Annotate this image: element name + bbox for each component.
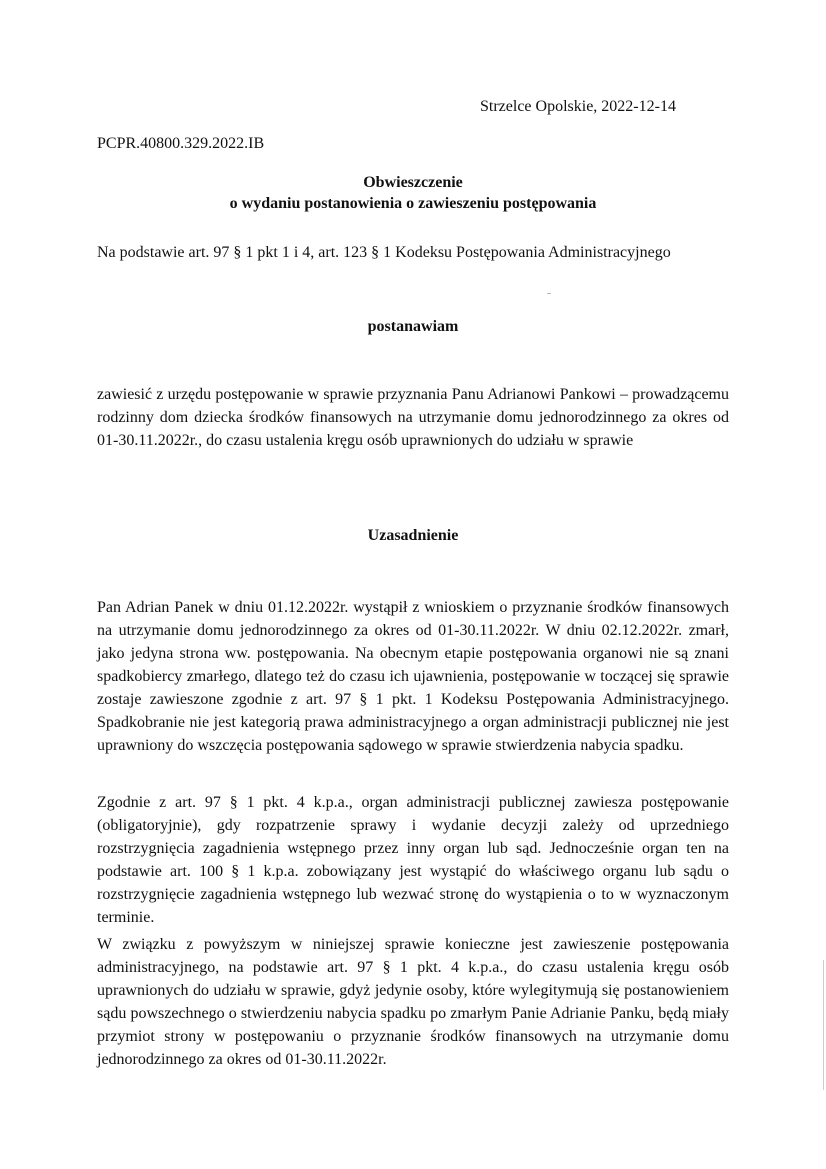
place-and-date: Strzelce Opolskie, 2022-12-14 [480, 98, 676, 115]
decision-text: zawiesić z urzędu postępowanie w sprawie przyznania Panu Adrianowi Pankowi – prowadzącemu rodzinny dom dziecka środków finansowych na utrzymanie domu jednorodzinnego za okres od 01-30.11.2022r., do czasu ustalenia kręgu osób uprawnionych do udziału w sprawie [97, 386, 729, 449]
justification-paragraph-2: Zgodnie z art. 97 § 1 pkt. 4 k.p.a., organ administracji publicznej zawiesza postępowanie (obligatoryjnie), gdy rozpatrzenie sprawy i wydanie decyzji zależy od uprzedniego rozstrzygnięcia zagadnienia wstępnego przez inny organ lub sąd. Jednocześnie organ ten na podstawie art. 100 § 1 k.p.a. zobowiązany jest wystąpić do właściwego organu lub sądu o rozstrzygnięcie zagadnienia wstępnego lub wezwać stronę do wystąpienia o to w wyznaczonym terminie. [97, 794, 729, 926]
document-title [0, 172, 826, 214]
justification-paragraph-3: W związku z powyższym w niniejszej sprawie konieczne jest zawieszenie postępowania administracyjnego, na podstawie art. 97 § 1 pkt. 4 k.p.a., do czasu ustalenia kręgu osób uprawnionych do udziału w sprawie, gdyż jedynie osoby, które wylegitymują się postanowieniem sądu powszechnego o stwierdzeniu nabycia spadku po zmarłym Panie Adrianie Panku, będą miały przymiot strony w postępowaniu o przyznanie środków finansowych na utrzymanie domu jednorodzinnego za okres od 01-30.11.2022r. [97, 936, 729, 1068]
title-line-1: Obwieszczenie [363, 174, 463, 191]
legal-basis: Na podstawie art. 97 § 1 pkt 1 i 4, art. 123 § 1 Kodeksu Postępowania Administracyjnego [97, 244, 671, 261]
scan-edge-line [823, 960, 824, 1090]
case-reference-number: PCPR.40800.329.2022.IB [97, 135, 265, 152]
decision-heading: postanawiam [367, 318, 459, 335]
title-line-2: o wydaniu postanowienia o zawieszeniu postępowania [229, 195, 597, 212]
justification-heading: Uzasadnienie [367, 527, 459, 544]
justification-paragraph-1: Pan Adrian Panek w dniu 01.12.2022r. wystąpił z wnioskiem o przyznanie środków finansowych na utrzymanie domu jednorodzinnego za okres od 01-30.11.2022r. W dniu 02.12.2022r. zmarł, jako jedyna strona ww. postępowania. Na obecnym etapie postępowania organowi nie są znani spadkobiercy zmarłego, dlatego też do czasu ich ujawnienia, postępowanie w toczącej się sprawie zostaje zawieszone zgodnie z art. 97 § 1 pkt. 1 Kodeksu Postępowania Administracyjnego. Spadkobranie nie jest kategorią prawa administracyjnego a organ administracji publicznej nie jest uprawniony do wszczęcia postępowania sądowego w sprawie stwierdzenia nabycia spadku. [97, 599, 729, 754]
scan-speck [547, 293, 551, 294]
